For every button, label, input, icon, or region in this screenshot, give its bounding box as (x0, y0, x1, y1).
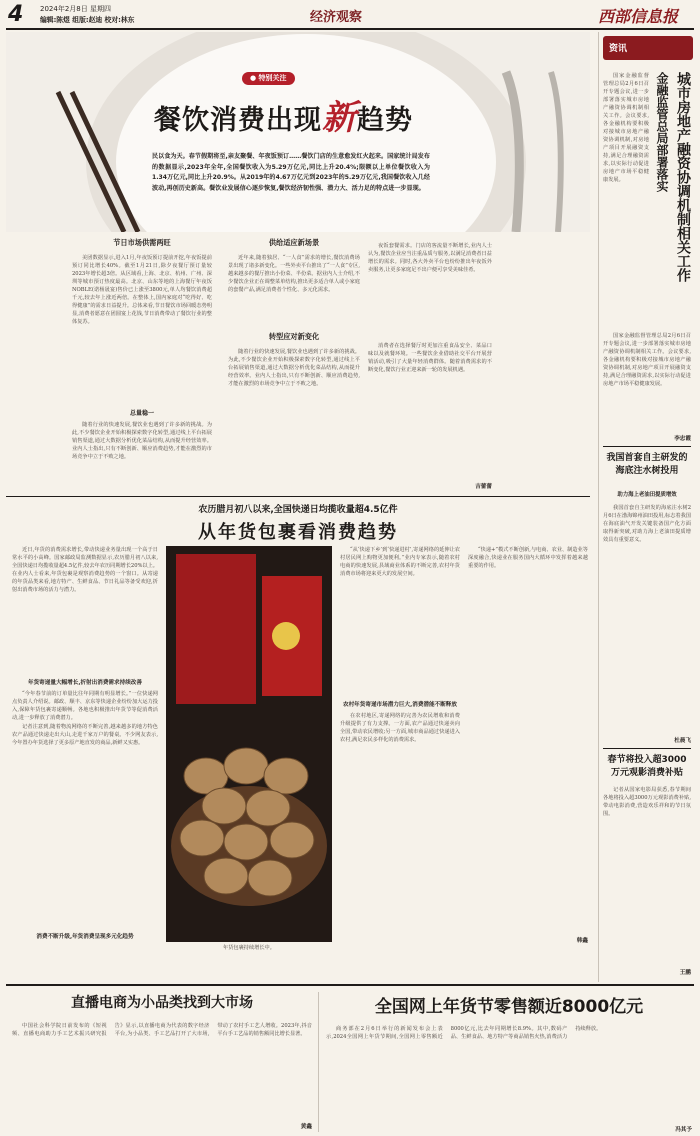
sidebar-author-2: 杜晨飞 (674, 738, 691, 744)
col3-text: 夜饭套餐需求。门店的客流量不断增长,业内人士认为,餐饮企业应当注重品质与服务,以满足消费者日益增长的需求。同时,各大外卖平台也纷纷推出年夜饭外卖服务,让更多家庭足不出户便可享受美味佳肴。 (368, 243, 492, 273)
story2-top-rule (6, 496, 590, 497)
bottom-left-text: 中国社会科学院日前发布的《短视频、直播电商助力手工艺术振兴研究报告》显示,以直播电商为代表的数字经济平台,为小品类、手工艺品打开了大市场,带动了农村手工艺人增收。2023年,抖音平台手工艺品的销售额同比增长显著。 (12, 1023, 312, 1037)
sidebar-title-2: 金融监管总局部署落实 (655, 72, 669, 192)
story2-author: 韩鑫 (576, 938, 588, 944)
header-editors: 编辑:陈煜 组版:赵迪 校对:林东 (40, 16, 135, 24)
story2-sub-a2: 消费不断升级,年货消费呈现多元化趋势 (36, 934, 134, 940)
bottom-right-title: 全国网上年货节零售额近8000亿元 (374, 997, 644, 1017)
story2-sub-a: 年货寄递量大幅增长,折射出消费需求持续改善 (27, 680, 142, 686)
sidebar-heading-3: 春节将投入超3000万元观影消费补贴 (607, 755, 687, 778)
paper-logo: 西部信息报 (598, 7, 679, 26)
bottom-divider (318, 992, 319, 1132)
sidebar-rule-1 (603, 446, 691, 447)
feature-tag: ● 特别关注 (242, 72, 295, 85)
sidebar-author-1: 李忠霞 (674, 436, 691, 442)
story2-col-4 (468, 546, 588, 954)
page-number: 4 (8, 2, 24, 27)
story2-text-b2-top: “从‘快递下乡’到‘快递进村’,寄递网络的延伸让农村居民网上购物更加便利。”业内专家表示,随着农村电商的快速发展,县域商业体系的不断完善,农村年货消费市场将迎来更大的发展空间。 (340, 547, 460, 577)
bottom-right-author: 冯其予 (675, 1127, 692, 1133)
bottom-left-story (12, 992, 312, 1132)
story2-sub-b: 农村年货寄递市场潜力巨大,消费潜能不断释放 (342, 702, 457, 708)
sidebar (598, 32, 694, 982)
story2-text-a2: “今年春节前的订单量比往年同期有明显增长。”一位快递网点负责人介绍说。邮政、顺丰、京东等快递企业纷纷加大运力投入,保障年货包裹寄递顺畅。各地也积极推出年货节等促消费活动,进一步释放了消费潜力。 记者注意到,随着物流网络的不断完善,越来越多的地方特色农产品通过快递走出大山,走进千家万户的餐桌。不少网友表示,今年置办年货选择了更多原产地直发的商品,新鲜又实惠。 (12, 691, 158, 746)
sidebar-sub-2: 助力海上老油田提质增效 (617, 492, 677, 498)
col2-heading: 供给适应新场景 (268, 238, 320, 247)
tag-icon: ● (250, 74, 257, 82)
sidebar-rule-2 (603, 748, 691, 749)
col2-subheading: 转型应对新变化 (268, 332, 320, 341)
feature-col-2 (228, 238, 360, 488)
story2-kicker: 农历腊月初八以来,全国快递日均揽收量超4.5亿件 (198, 505, 398, 515)
story2-photo-caption: 年货包裹持续增长中。 (223, 945, 275, 951)
sidebar-title-1: 城市房地产融资协调机制相关工作 (675, 72, 691, 282)
story2-text-a: 近日,年货的消费需求增长,带动快递业务量出现一个高于日常水平的小高峰。国家邮政局监测数据显示,农历腊月初八以来,全国快递日均揽收量超4.5亿件,较去年农历同期增长20%以上。在业内人士看来,年货包裹是观察消费趋势的一个窗口。从寄递的年货品类来看,地方特产、生鲜食品、节日礼品等备受欢迎,折射出消费市场的活力与潜力。 (12, 547, 158, 593)
story2-text-c: 在农村地区,寄递网络的完善为农民增收和消费升级提供了有力支撑。一方面,农产品通过快递卖向全国,带动农民增收;另一方面,城市商品通过快递进入农村,满足农民多样化的消费需求。 (340, 713, 460, 743)
sidebar-heading-2: 我国首套自主研发的海底注水树投用 (606, 453, 688, 476)
story2-photo (166, 546, 332, 942)
col3-author: 吉蕾蕾 (475, 484, 492, 490)
bottom-right-text: 商务部在2月6日举行的新闻发布会上表示,2024全国网上年货节期间,全国网上零售额近8000亿元,比去年同期增长8.9%。其中,数码产品、生鲜食品、地方特产等商品销售火热,消费活力持续释放。 (326, 1026, 602, 1040)
sidebar-brand-badge (603, 36, 693, 60)
col1-text-b: 随着行业的快速发展,餐饮业也遇到了许多新的挑战。为此,不少餐饮企业开始积极探索数字化转型,通过线上平台拓展销售渠道,通过大数据分析优化菜品结构,从而提升经营效率。业内人士指出,只有不断创新、顺应消费趋势,才能在激烈的市场竞争中立于不败之地。 (72, 422, 212, 460)
header-date: 2024年2月8日 星期四 (40, 5, 111, 13)
col1-text: 美团数据显示,进入1月,年夜饭预订提前开挖,年夜饭提前预订同比增长40%。截至1月21日,除夕夜餐厅预订量较2023年增长超3倍。从区域看,上海、北京、杭州、广州、深圳等城市预订热度最高。北京、山东等地的上海餐厅年夜饭NOBLE(诺杨晟宴)售价已上涨至3800元,单人均餐饮消费超千元,较去年上涨近两倍。在整体上,国内家庭对“吃得好、吃得健康”的需求日益提升。总体来看,节日餐饮市场回暖态势明显,消费者愿意在团圆宴上花钱,节日消费带动了餐饮行业的整体复苏。 (72, 255, 212, 325)
feature-col-1 (72, 238, 212, 488)
feature-hero (6, 32, 590, 232)
page-header (0, 0, 700, 28)
header-rule (6, 28, 694, 30)
section-name: 经济观察 (310, 10, 363, 25)
story2-text-c2: “快递+”模式不断创新,与电商、农业、制造业等深度融合,快递业在服务国内大循环中发挥着越来越重要的作用。 (468, 547, 588, 569)
story2-col-3 (340, 546, 460, 954)
sidebar-text-3: 记者从国家电影局获悉,春节期间各地将投入超3000万元观影消费补贴,带动电影消费,营造欢乐祥和的节日氛围。 (603, 787, 691, 817)
feature-col-3 (368, 238, 492, 488)
sidebar-brand-label: 资讯 (609, 44, 628, 54)
sidebar-text: 国家金融监督管理总局2月6日召开专题会议,进一步部署落实城市房地产融资协调机制相关工作。会议要求,各金融机构要积极对接城市房地产融资协调机制,对房地产项目开展融资支持,满足合理融资需求,以实际行动促进房地产市场平稳健康发展。 (603, 73, 649, 183)
bottom-rule (6, 984, 694, 986)
feature-lead: 民以食为天。春节假期将至,亲友聚餐、年夜饭预订……餐饮门店的生意愈发红火起来。国家统计局发布的数据显示,2023年全年,全国餐饮收入为5.29万亿元,同比上升20.4%;限额以上单位餐饮收入为1.34万亿元,同比上升20.9%。从2019年的4.67万亿元到2023年的5.29万亿元,我国餐饮收入几经波动,再创历史新高。餐饮业发展信心逐步恢复,餐饮经济韧性强、潜力大、活力足的特点进一步显现。 (152, 153, 430, 192)
feature-title: 餐饮消费出现新趋势 (154, 98, 413, 138)
sidebar-text-2: 我国首套自主研发的海底注水树2月6日在渤海锦州油田投用,标志着我国在海底油气开发关键装备国产化方面取得新突破,对助力海上老油田提质增效具有重要意义。 (603, 505, 691, 543)
sidebar-author-3: 王鹏 (679, 970, 691, 976)
story2-title: 从年货包裹看消费趋势 (198, 522, 398, 543)
col1-subheading: 总量稳一 (129, 410, 154, 417)
bottom-left-author: 黄鑫 (300, 1124, 312, 1130)
story2-col-1 (12, 546, 158, 954)
col1-heading: 节日市场供需两旺 (113, 238, 171, 247)
sidebar-text-cont: 国家金融监督管理总局2月6日召开专题会议,进一步部署落实城市房地产融资协调机制相关工作。会议要求,各金融机构要积极对接城市房地产融资协调机制,对房地产项目开展融资支持,满足合理融资需求,以实际行动促进房地产市场平稳健康发展。 (603, 333, 691, 387)
walnuts-image (166, 546, 332, 942)
bottom-right-story (326, 992, 692, 1132)
bottom-left-title: 直播电商为小品类找到大市场 (71, 995, 253, 1011)
col3-text-b: 消费者在选择餐厅时更加注重食品安全、菜品口味以及就餐环境。一些餐饮企业借助社交平台开展营销活动,吸引了大量年轻消费群体。随着消费需求的不断变化,餐饮行业正迎来新一轮的发展机遇。 (368, 343, 492, 373)
col2-text-b: 随着行业的快速发展,餐饮业也遇到了许多新的挑战。为此,不少餐饮企业开始积极探索数字化转型,通过线上平台拓展销售渠道,通过大数据分析优化菜品结构,从而提升经营效率。业内人士指出,只有不断创新、顺应消费趋势,才能在激烈的市场竞争中立于不败之地。 (228, 349, 360, 387)
col2-text: 近年来,随着独居、“一人食”需求的增长,餐饮消费场景出现了诸多新变化。一些外卖平台推出了“一人食”专区,越来越多的餐厅推出小份菜、半份菜。据业内人士介绍,不少餐饮企业正在调整菜单结构,推出更多适合单人或小家庭的套餐产品,满足消费者个性化、多元化需求。 (228, 255, 360, 293)
